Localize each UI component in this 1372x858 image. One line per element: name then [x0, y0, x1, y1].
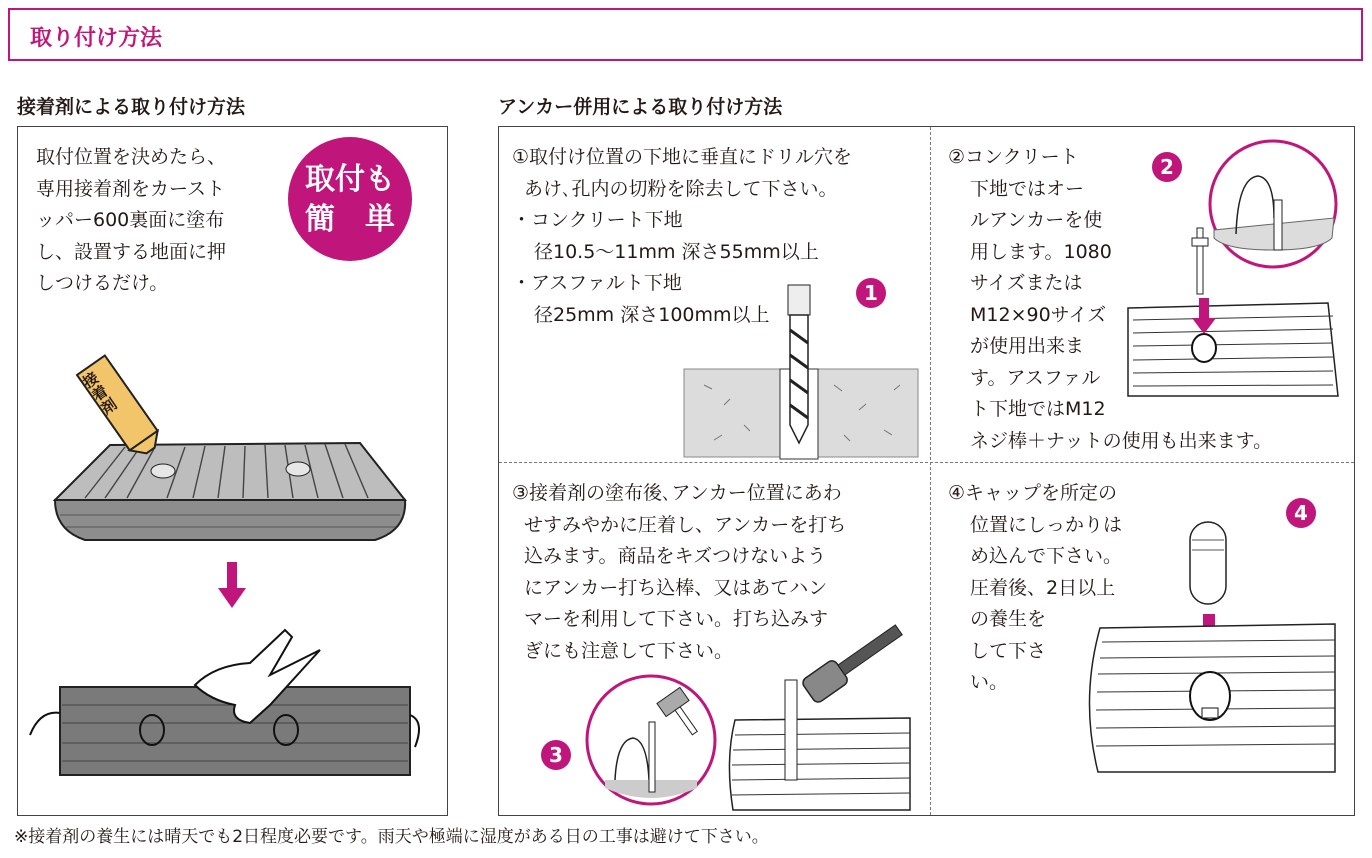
section-header — [8, 8, 1363, 61]
step2-line: が使用出来ま — [970, 335, 1085, 357]
step3-line: せすみやかに圧着し、アンカーを打ち — [524, 513, 847, 536]
step2-line: ルアンカーを使 — [970, 209, 1103, 231]
adhesive-line: しつけるだけ。 — [36, 272, 169, 294]
step1-badge: 1 — [856, 278, 886, 308]
step4-line: ④キャップを所定の — [948, 482, 1118, 504]
step2-line: サイズまたは — [970, 272, 1083, 294]
adhesive-line: ッパー600裏面に塗布 — [36, 209, 225, 231]
page-title: 取り付け方法 — [30, 26, 163, 51]
stopper-top-face — [55, 443, 405, 500]
step1-line: ・コンクリート下地 — [512, 209, 683, 231]
stopper-glue-illustration — [55, 355, 415, 555]
all-anchor-illustration — [1128, 138, 1343, 400]
easy-badge-line: 簡 単 — [305, 202, 395, 237]
pressed-stopper-illustration — [30, 625, 430, 785]
anchor-section-title: アンカー併用による取り付け方法 — [498, 96, 783, 118]
adhesive-line: 取付位置を決めたら、 — [36, 146, 227, 168]
footnote: ※接着剤の養生には晴天でも2日程度必要です。雨天や極端に湿度がある日の工事は避けて下さい。 — [14, 827, 769, 847]
horizontal-divider — [499, 462, 1354, 463]
adhesive-line: し、設置する地面に押 — [36, 240, 227, 263]
drill-illustration — [684, 285, 919, 460]
step2-line: ②コンクリート — [948, 146, 1079, 168]
easy-badge-line: 取付も — [305, 162, 395, 197]
cap-illustration — [1080, 520, 1340, 775]
stopper-front-face — [55, 500, 405, 540]
step4-line: 位置にしっかりは — [970, 513, 1123, 536]
step4-badge: 4 — [1286, 498, 1316, 528]
step4-line: して下さ — [970, 639, 1047, 662]
down-arrow-icon — [218, 562, 246, 610]
step2-line: す。アスファル — [970, 366, 1101, 389]
step2-line: M12×90サイズ — [970, 303, 1107, 326]
step3-line: マーを利用して下さい。打ち込みす — [524, 608, 829, 630]
step4-line: 圧着後、2日以上 — [970, 576, 1116, 599]
step3-line: ③接着剤の塗布後､アンカー位置にあわ — [512, 482, 842, 504]
step3-line: にアンカー打ち込棒、又はあてハン — [524, 576, 828, 599]
step2-line: ト下地ではM12 — [970, 398, 1106, 420]
step2-line: ネジ棒＋ナットの使用も出来ます。 — [970, 429, 1273, 452]
anchor-hole — [151, 464, 175, 478]
anchor-hole — [286, 462, 310, 476]
step1-line: あけ､孔内の切粉を除去して下さい。 — [524, 177, 838, 200]
step3-badge: 3 — [541, 740, 571, 770]
step2-line: 用します。1080 — [970, 240, 1112, 263]
hammer-illustration — [585, 640, 915, 810]
step1-line: 径10.5～11mm 深さ55mm以上 — [534, 240, 819, 263]
step2-line: 下地ではオー — [970, 177, 1085, 200]
drill-bit — [790, 315, 808, 443]
step4-line: め込んで下さい。 — [970, 545, 1123, 567]
adhesive-line: 専用接着剤をカースト — [36, 177, 226, 200]
step4-line: い。 — [970, 671, 1009, 693]
step3-text — [512, 478, 846, 667]
adhesive-instructions — [36, 142, 226, 300]
easy-install-badge — [288, 137, 412, 261]
step3-line: ぎにも注意して下さい。 — [524, 639, 734, 662]
adhesive-section-title: 接着剤による取り付け方法 — [17, 96, 246, 118]
anchor-driver-rod — [785, 680, 797, 780]
step1-line: 径25mm 深さ100mm以上 — [534, 303, 770, 326]
step2-badge: 2 — [1152, 152, 1182, 182]
glue-tube-label: 接着剤 — [79, 368, 121, 419]
step1-line: ①取付け位置の下地に垂直にドリル穴を — [512, 146, 853, 168]
vertical-divider — [930, 127, 931, 815]
cap-icon — [1190, 522, 1226, 604]
step3-line: 込みます。商品をキズつけないよう — [524, 545, 827, 567]
step1-line: ・アスファルト下地 — [512, 272, 682, 294]
step4-line: の養生を — [970, 608, 1047, 630]
